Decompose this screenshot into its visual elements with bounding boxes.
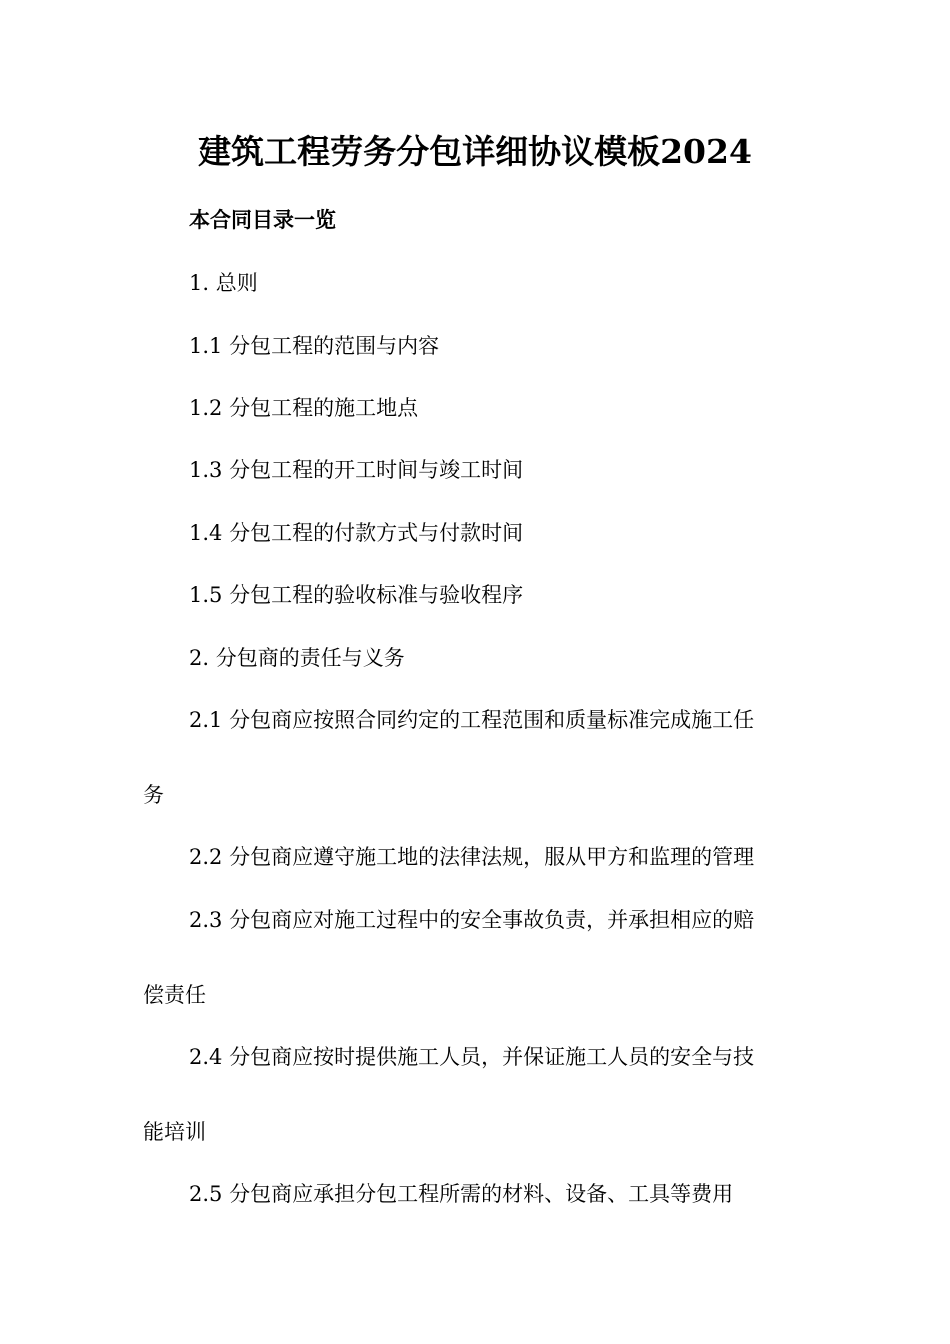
toc-item: 1.4 分包工程的付款方式与付款时间 [189, 521, 524, 545]
toc-item: 2.3 分包商应对施工过程中的安全事故负责，并承担相应的赔 [189, 908, 755, 932]
toc-item: 2. 分包商的责任与义务 [189, 646, 405, 670]
toc-item: 1.5 分包工程的验收标准与验收程序 [189, 583, 524, 607]
toc-item: 1.2 分包工程的施工地点 [189, 396, 419, 420]
toc-item-continuation: 务 [143, 783, 164, 807]
toc-item-continuation: 偿责任 [143, 983, 206, 1007]
toc-item: 2.1 分包商应按照合同约定的工程范围和质量标准完成施工任 [189, 708, 755, 732]
toc-item: 2.4 分包商应按时提供施工人员，并保证施工人员的安全与技 [189, 1045, 755, 1069]
toc-item-continuation: 能培训 [143, 1120, 206, 1144]
toc-heading: 本合同目录一览 [189, 207, 336, 232]
document-title: 建筑工程劳务分包详细协议模板2024 [198, 132, 752, 171]
toc-item: 1. 总则 [189, 271, 258, 295]
toc-item: 2.2 分包商应遵守施工地的法律法规，服从甲方和监理的管理 [189, 845, 755, 869]
toc-item: 2.5 分包商应承担分包工程所需的材料、设备、工具等费用 [189, 1182, 734, 1206]
toc-item: 1.3 分包工程的开工时间与竣工时间 [189, 458, 524, 482]
toc-item: 1.1 分包工程的范围与内容 [189, 334, 440, 358]
